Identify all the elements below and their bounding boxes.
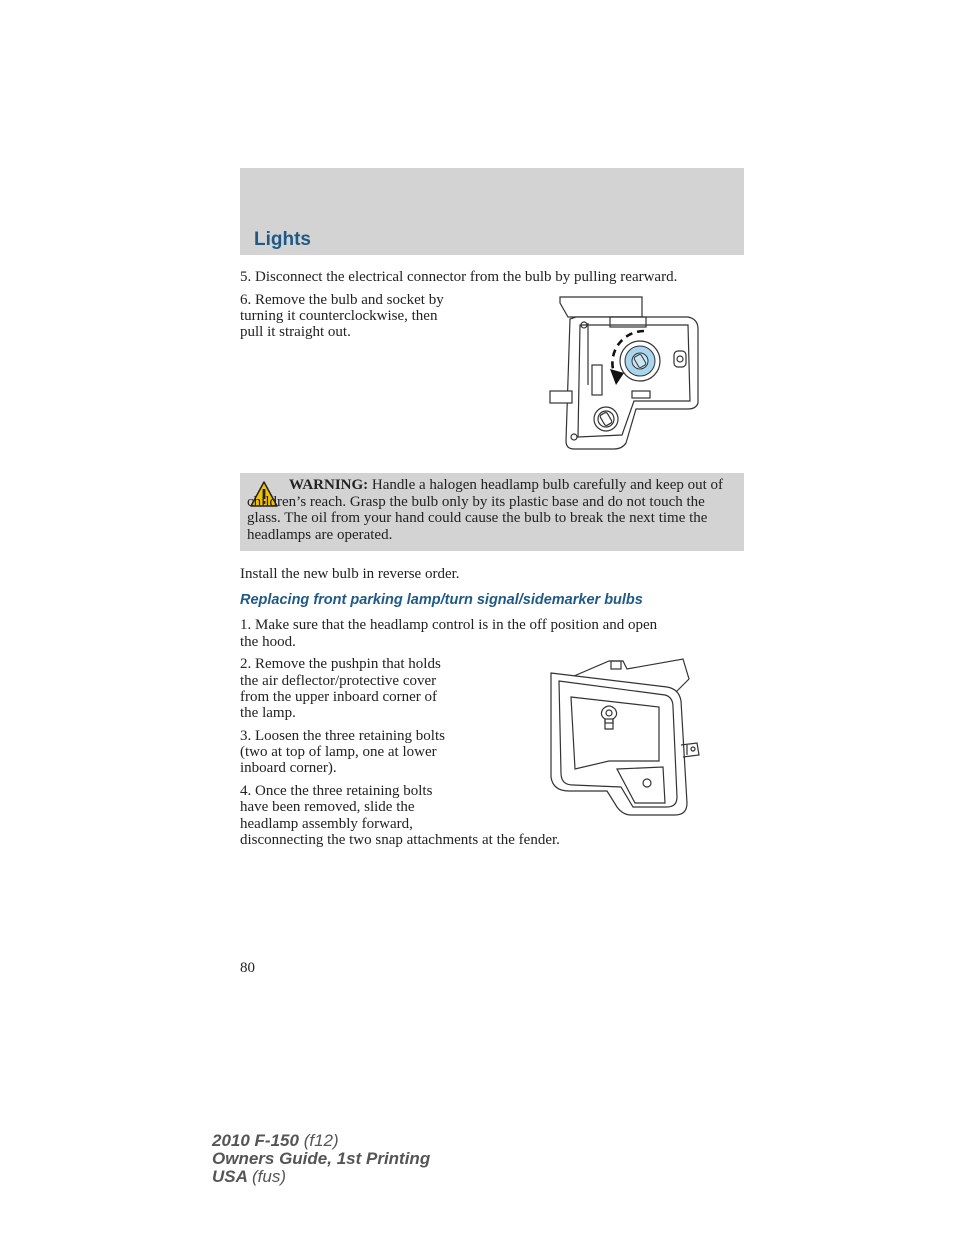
step-5-text: 5. Disconnect the electrical connector from the bulb by pulling rearward. — [240, 269, 678, 285]
step-4-line-3: headlamp assembly forward, — [240, 816, 413, 832]
step-6-line-2: turning it counterclockwise, then — [240, 308, 438, 324]
step-1-line-2: the hood. — [240, 634, 296, 650]
step-6-line-1: 6. Remove the bulb and socket by — [240, 292, 444, 308]
step-4-line-2: have been removed, slide the — [240, 799, 415, 815]
footer-model-code: (f12) — [303, 1131, 339, 1150]
footer-model-line — [212, 1132, 430, 1150]
step-2-line-1: 2. Remove the pushpin that holds — [240, 656, 441, 672]
headlamp-bulb-socket-figure — [548, 295, 700, 453]
warning-box — [240, 473, 744, 551]
step-4-line-4: disconnecting the two snap attachments at the fender. — [240, 832, 560, 848]
warning-label: WARNING: — [289, 477, 369, 493]
step-3-line-3: inboard corner). — [240, 760, 337, 776]
step-2-line-4: the lamp. — [240, 705, 296, 721]
install-note: Install the new bulb in reverse order. — [240, 566, 460, 582]
step-1-line-1: 1. Make sure that the headlamp control is in the off position and open — [240, 617, 658, 633]
step-2-line-3: from the upper inboard corner of — [240, 689, 438, 705]
step-2-line-2: the air deflector/protective cover — [240, 673, 437, 689]
footer-model: 2010 F-150 — [212, 1131, 299, 1150]
step-4-line-1: 4. Once the three retaining bolts — [240, 783, 433, 799]
section-title: Lights — [254, 229, 311, 250]
step-6-line-3: pull it straight out. — [240, 324, 351, 340]
warning-body: Handle a halogen headlamp bulb carefully and keep out of children’s reach. Grasp the bulb only by its plastic base and do not touch the glass. The oil from your hand could cause the bulb to break the next time the headlamps are operated. — [247, 477, 724, 543]
headlamp-assembly-figure — [547, 657, 701, 819]
step-3-line-2: (two at top of lamp, one at lower — [240, 744, 437, 760]
document-footer — [212, 1132, 430, 1186]
section-header — [240, 168, 744, 255]
footer-market-code: (fus) — [252, 1167, 286, 1186]
subheading: Replacing front parking lamp/turn signal/sidemarker bulbs — [240, 592, 643, 608]
page-number: 80 — [240, 960, 255, 976]
footer-market-line — [212, 1168, 430, 1186]
footer-guide: Owners Guide, 1st Printing — [212, 1149, 431, 1168]
footer-market: USA — [212, 1167, 248, 1186]
step-3-line-1: 3. Loosen the three retaining bolts — [240, 728, 445, 744]
warning-text-block — [247, 477, 735, 543]
